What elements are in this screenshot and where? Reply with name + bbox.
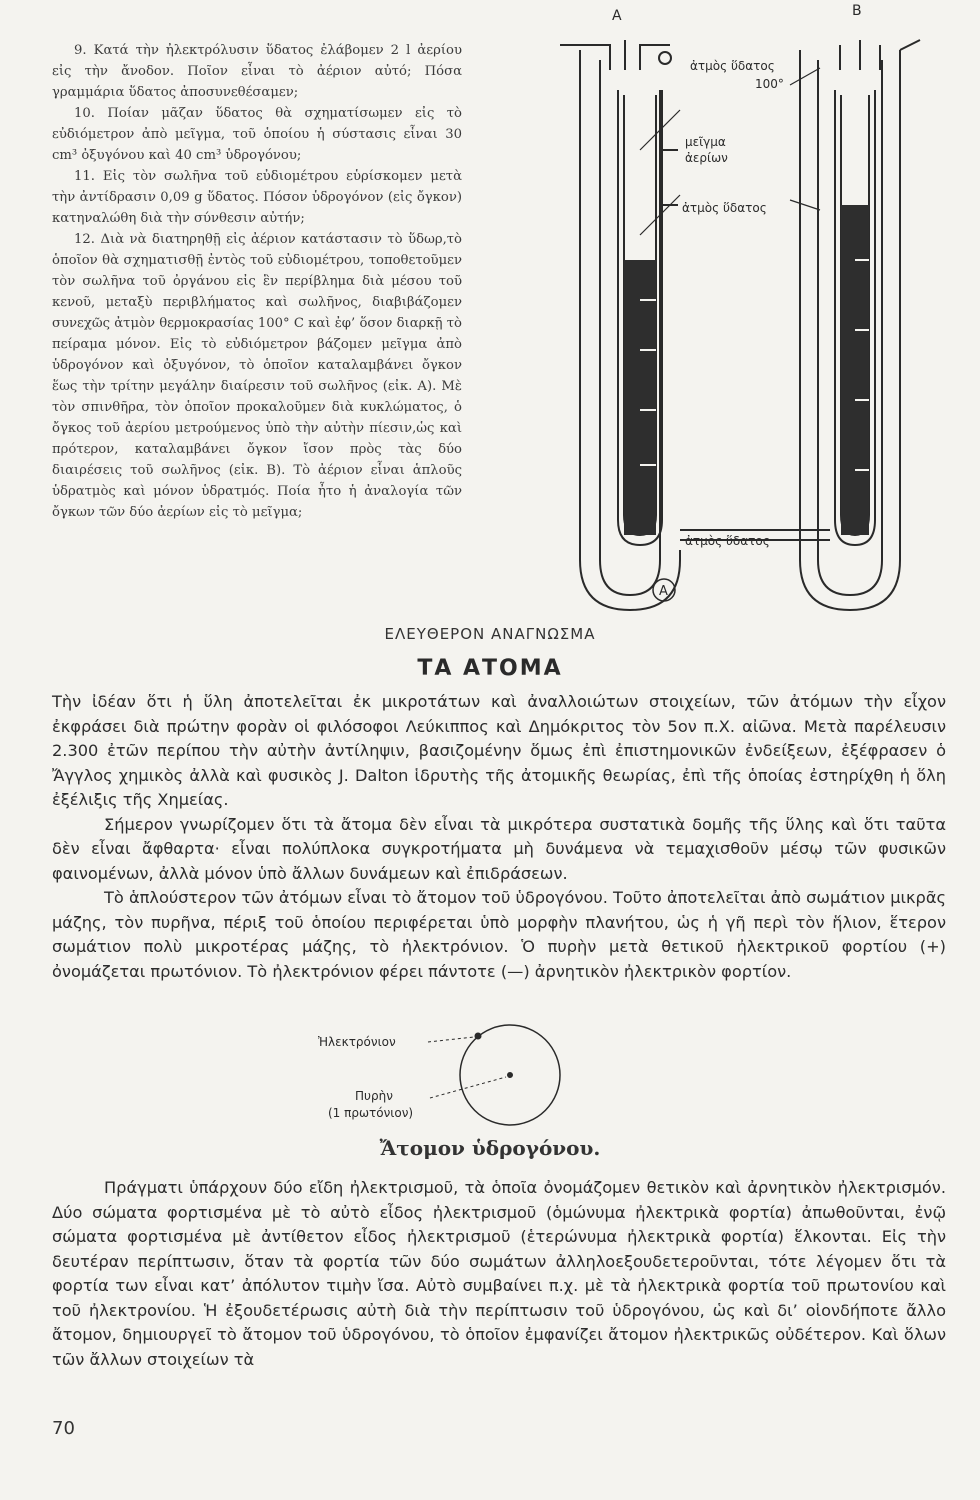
- mixture-label-line1: μεῖγμα: [685, 135, 726, 149]
- page-title: ΤΑ ΑΤΟΜΑ: [417, 656, 563, 681]
- page-number: 70: [52, 1418, 75, 1439]
- temp-label: 100°: [755, 77, 784, 91]
- eudiometer-a: [560, 40, 830, 610]
- mixture-label-line2: ἀερίων: [685, 151, 728, 165]
- atom-caption: Ἄτομον ὑδρογόνου.: [379, 1136, 601, 1160]
- exercise-12: 12. Διὰ νὰ διατηρηθῇ εἰς ἀέριον κατάστασιν τὸ ὕδωρ,τὸ ὁποῖον θὰ σχηματισθῇ ἐντὸς τοῦ εὐδιομέτρου, τοποθετοῦμεν τὸν σωλῆνα τοῦ ὀργάνου εἰς ἓν περίβλημα διὰ μέσου τοῦ κενοῦ, μεταξὺ περιβλήματος καὶ σωλῆνος, διαβιβάζομεν συνεχῶς ἀτμὸν θερμοκρασίας 100° C καὶ ἐφ’ ὅσον διαρκῇ τὸ πείραμα μόνον. Εἰς τὸ εὐδιόμετρον βάζομεν μεῖγμα ἀπὸ ὑδρογόνον καὶ ὀξυγόνον, τὸ ὁποῖον καταλαμβάνει ὄγκον ἕως τὴν τρίτην μεγάλην διαίρεσιν τοῦ σωλῆνος (εἰκ. Α). Μὲ τὸν σπινθῆρα, τὸν ὁποῖον προκαλοῦμεν διὰ κυκλώματος, ὁ ὄγκος τοῦ ἀερίου μετρούμενος ὑπὸ τὴν αὐτὴν πίεσιν,ὡς καὶ πρότερον, καταλαμβάνει ὄγκον ἴσον πρὸς τὰς δύο διαιρέσεις τοῦ σωλῆνος (εἰκ. Β). Τὸ ἀέριον εἶναι ἁπλοῦς ὑδρατμὸς καὶ μόνον ὑδρατμός. Ποία ἦτο ἡ ἀναλογία τῶν ὄγκων τῶν δύο ἀερίων εἰς τὸ μεῖγμα;: [52, 232, 462, 520]
- steam-label-low: ἀτμὸς ὕδατος: [685, 534, 770, 548]
- electron-label: Ἠλεκτρόνιον: [318, 1035, 396, 1049]
- liquid-column-b: [841, 205, 869, 535]
- electron-leader: [428, 1037, 474, 1042]
- nucleus-label: Πυρὴν: [355, 1089, 393, 1103]
- nucleus-dot: [507, 1072, 513, 1078]
- paragraph-2: Σήμερον γνωρίζομεν ὅτι τὰ ἄτομα δὲν εἶναι τὰ μικρότερα συστατικὰ δομῆς τῆς ὕλης καὶ ὅτι ταῦτα δὲν εἶναι ἄφθαρτα· εἶναι πολύπλοκα συγκροτήματα μὴ δυνάμενα νὰ τεμαχισθοῦν μέσῳ τῶν φυσικῶν φαινομένων, ἀλλὰ μόνον ὑπὸ ἄλλων δυνάμεων καὶ ἐπιδράσεων.: [52, 814, 946, 883]
- exercise-10: 10. Ποίαν μᾶζαν ὕδατος θὰ σχηματίσωμεν εἰς τὸ εὐδιόμετρον ἀπὸ μεῖγμα, τοῦ ὁποίου ἡ σύστασις εἶναι 30 cm³ ὀξυγόνου καὶ 40 cm³ ὑδρογόνου;: [52, 106, 462, 163]
- eudiometer-diagram: [540, 0, 980, 620]
- exercise-list: [52, 40, 462, 523]
- label-a: A: [612, 8, 622, 24]
- paragraph-3: Τὸ ἁπλούστερον τῶν ἀτόμων εἶναι τὸ ἄτομον τοῦ ὑδρογόνου. Τοῦτο ἀποτελεῖται ἀπὸ σωμάτιον μικρᾶς μάζης, τὸν πυρῆνα, πέριξ τοῦ ὁποίου περιφέρεται ὑπὸ μορφὴν πλανήτου, ὡς ἡ γῆ περὶ τὸν ἥλιον, ἕτερον σωμάτιον πολὺ μικροτέρας μάζης, τὸ ἠλεκτρόνιον. Ὁ πυρὴν μετὰ θετικοῦ ἠλεκτρικοῦ φορτίου (+) ὀνομάζεται πρωτόνιον. Τὸ ἠλεκτρόνιον φέρει πάντοτε (—) ἀρνητικὸν ἠλεκτρικὸν φορτίον.: [52, 888, 946, 981]
- hydrogen-atom-figure: [300, 1020, 620, 1140]
- nucleus-leader: [430, 1077, 506, 1098]
- section-kicker: ΕΛΕΥΘΕΡΟΝ ΑΝΑΓΝΩΣΜΑ: [384, 625, 596, 643]
- paragraph-1: Τὴν ἰδέαν ὅτι ἡ ὕλη ἀποτελεῖται ἐκ μικροτάτων καὶ ἀναλλοιώτων στοιχείων, τῶν ἀτόμων τὴν εἶχον ἐκφράσει διὰ πρώτην φορὰν οἱ φιλόσοφοι Λεύκιππος καὶ Δημόκριτος τὸν 5ον π.Χ. αἰῶνα. Μετὰ παρέλευσιν 2.300 ἐτῶν περίπου τὴν αὐτὴν ἀντίληψιν, βασιζομένην ὅμως ἐπὶ ἐπιστημονικῶν ἐνδείξεων, ἐξέφρασεν ὁ Ἄγγλος χημικὸς ἀλλὰ καὶ φυσικὸς J. Dalton ἱδρυτὴς τῆς ἀτομικῆς θεωρίας, ἐπὶ τῆς ὁποίας ἐστηρίχθη ἡ ὅλη ἐξέλιξις τῆς Χημείας.: [52, 692, 946, 809]
- steam-label-mid: ἀτμὸς ὕδατος: [682, 201, 767, 215]
- nucleus-note: (1 πρωτόνιον): [328, 1106, 414, 1120]
- electron-dot: [475, 1033, 482, 1040]
- liquid-column-a: [624, 260, 656, 535]
- exercise-9: 9. Κατά τὴν ἠλεκτρόλυσιν ὕδατος ἐλάβομεν 2 l ἀερίου εἰς τὴν ἄνοδον. Ποῖον εἶναι τὸ ἀέριον αὐτό; Πόσα γραμμάρια ὕδατος ἀποσυνεθέσαμεν;: [52, 43, 462, 100]
- steam-label-top: ἀτμὸς ὕδατος: [690, 59, 775, 73]
- exercise-11: 11. Εἰς τὸν σωλῆνα τοῦ εὐδιομέτρου εὑρίσκομεν μετὰ τὴν ἀντίδρασιν 0,09 g ὕδατος. Πόσον ὑδρογόνον (εἰς ὄγκον) κατηναλώθη διὰ τὴν σύνθεσιν αὐτήν;: [52, 169, 462, 226]
- paragraph-4: Πράγματι ὑπάρχουν δύο εἴδη ἠλεκτρισμοῦ, τὰ ὁποῖα ὀνομάζομεν θετικὸν καὶ ἀρνητικὸν ἠλεκτρισμόν. Δύο σώματα φορτισμένα μὲ τὸ αὐτὸ εἶδος ἠλεκτρισμοῦ (ὁμώνυμα ἠλεκτρικὰ φορτία) ἀπωθοῦνται, ἐνῷ σώματα φορτισμένα μὲ ἀντίθετον εἶδος ἠλεκτρισμοῦ (ἑτερώνυμα ἠλεκτρικὰ φορτία) ἕλκονται. Εἰς τὴν δευτέραν περίπτωσιν, ὅταν τὰ φορτία τῶν δύο σωμάτων ἀλληλοεξουδετεροῦνται, τότε λέγομεν ὅτι τὰ φορτία των εἶναι κατ’ ἀπόλυτον τιμὴν ἴσα. Αὐτὸ συμβαίνει π.χ. μὲ τὰ ἠλεκτρικὰ φορτία τοῦ πρωτονίου καὶ τοῦ ἠλεκτρονίου. Ἡ ἐξουδετέρωσις αὐτὴ διὰ τὴν περίπτωσιν τοῦ ὑδρογόνου, ὡς καὶ δι’ οἱονδήποτε ἄλλο ἄτομον, δημιουργεῖ τὸ ἄτομον τοῦ ὑδρογόνου, τὸ ὁποῖον ἐμφανίζει ἄτομον ἠλεκτρικῶς οὐδέτερον. Καὶ ὅλων τῶν ἄλλων στοιχείων τὰ: [52, 1178, 946, 1369]
- reading-bottom: [52, 1176, 946, 1372]
- label-b: B: [852, 3, 862, 19]
- reading-top: [52, 690, 946, 984]
- figure-a-badge-label: A: [659, 584, 668, 599]
- scale-marks-a-top: [662, 150, 678, 205]
